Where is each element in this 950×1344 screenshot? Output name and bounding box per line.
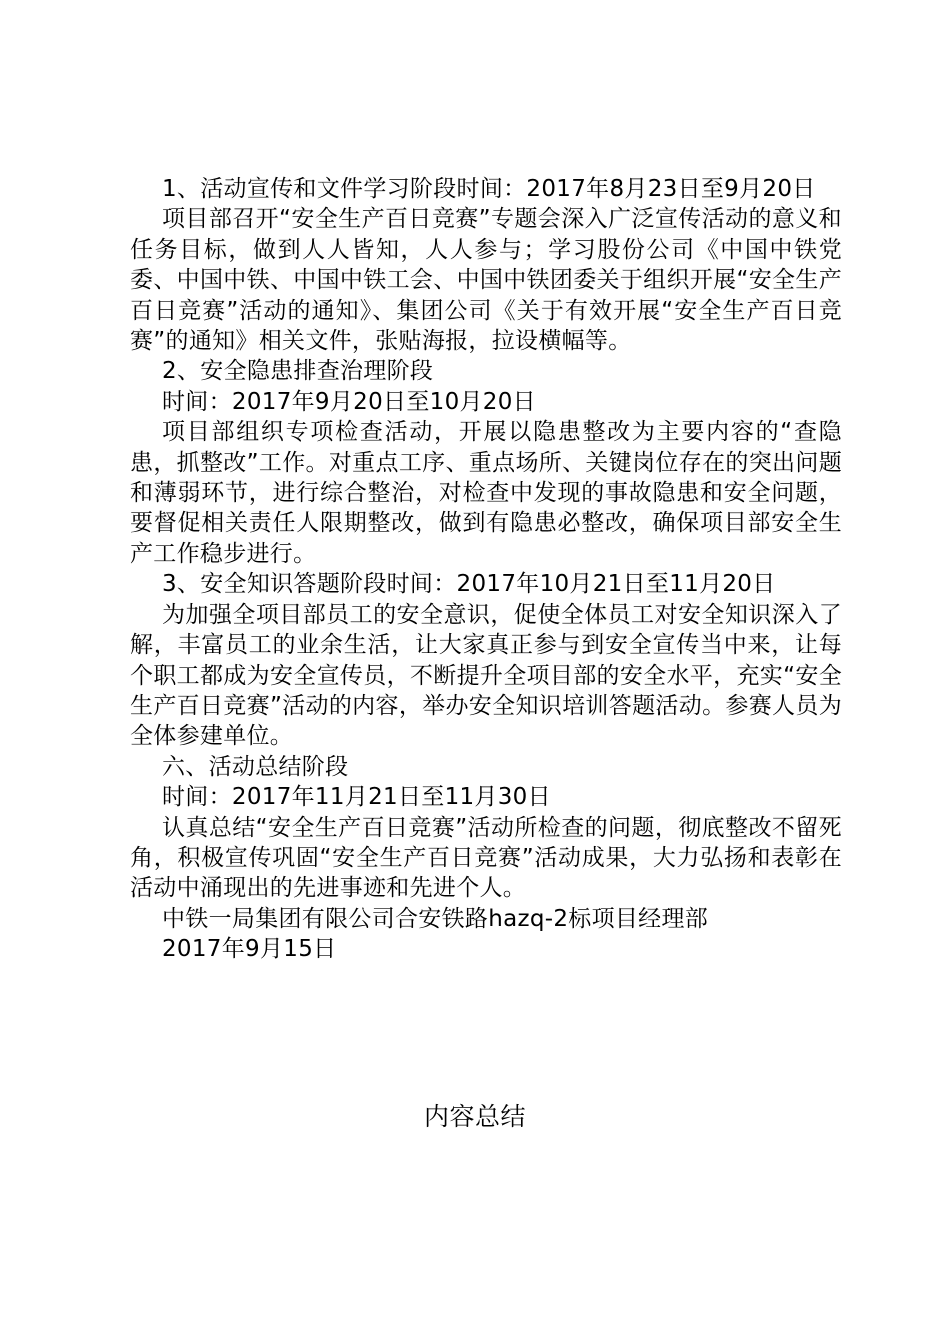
paragraph-stage3-heading: 3、安全知识答题阶段时间：2017年10月21日至11月20日: [162, 571, 776, 598]
signature-organization: 中铁一局集团有限公司合安铁路hazq-2标项目经理部: [162, 905, 709, 932]
paragraph-stage2-time: 时间：2017年9月20日至10月20日: [162, 388, 536, 415]
paragraph-stage1-heading: 1、活动宣传和文件学习阶段时间：2017年8月23日至9月20日: [162, 176, 816, 202]
signature-date: 2017年9月15日: [162, 936, 337, 963]
paragraph-stage3-content: 为加强全项目部员工的安全意识，促使全体员工对安全知识深入了解，丰富员工的业余生活，让大家真正参与到安全宣传当中来，让每个职工都成为安全宣传员，不断提升全项目部的安全水平，充实“安全生产百日竞赛”活动的内容，举办安全知识培训答题活动。参赛人员为全体参建单位。: [130, 601, 842, 750]
paragraph-section6-time: 时间：2017年11月21日至11月30日: [162, 784, 551, 811]
paragraph-stage2-heading: 2、安全隐患排查治理阶段: [162, 358, 434, 385]
paragraph-section6-heading: 六、活动总结阶段: [162, 753, 349, 780]
document-body: [130, 174, 842, 965]
paragraph-stage1-content: 项目部召开“安全生产百日竞赛”专题会深入广泛宣传活动的意义和任务目标，做到人人皆知，人人参与；学习股份公司《中国中铁党委、中国中铁、中国中铁工会、中国中铁团委关于组织开展“安全生产百日竞赛”活动的通知》、集团公司《关于有效开展“安全生产百日竞赛”的通知》相关文件，张贴海报，拉设横幅等。: [130, 206, 842, 355]
summary-title: 内容总结: [423, 1102, 526, 1131]
paragraph-stage2-content: 项目部组织专项检查活动，开展以隐患整改为主要内容的“查隐患，抓整改”工作。对重点工序、重点场所、关键岗位存在的突出问题和薄弱环节，进行综合整治，对检查中发现的事故隐患和安全问题，要督促相关责任人限期整改，做到有隐患必整改，确保项目部安全生产工作稳步进行。: [130, 419, 842, 567]
paragraph-section6-content: 认真总结“安全生产百日竞赛”活动所检查的问题，彻底整改不留死角，积极宣传巩固“安全生产百日竞赛”活动成果，大力弘扬和表彰在活动中涌现出的先进事迹和先进个人。: [130, 814, 842, 902]
